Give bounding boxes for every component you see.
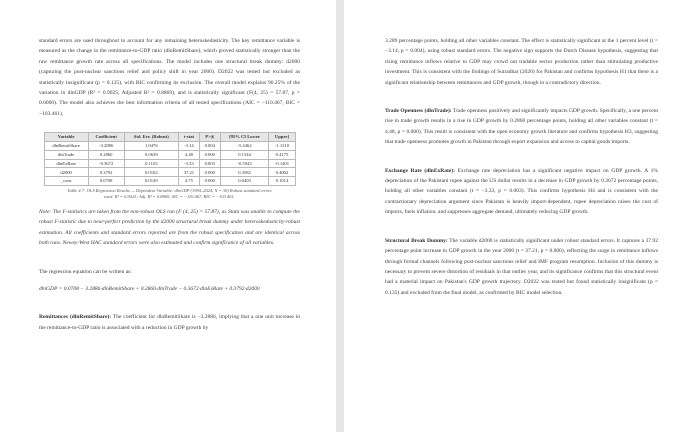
right-page (344, 0, 680, 432)
table-row (44, 142, 295, 151)
table-cell: 0.0403 (220, 177, 269, 186)
table-cell: 0.4175 (269, 150, 295, 159)
remittances-continued-paragraph: 3.289 percentage points, holding all other variables constant. The effect is statistically significant at the 1 percent level (t = −3.14, p = 0.004), using robust standard errors. The negative sign supports the Dutch Disease hypothesis, suggesting that rising remittance inflows relative to GDP may crowd out tradable sector production rather than stimulating productive investment. This is consistent with the findings of Sutradhar (2020) for Pakistan and confirms hypothesis H1 that there is a significant relationship between remittances and GDP growth, though in a contradictory direction. (385, 38, 658, 86)
table-cell: 0.003 (199, 159, 220, 168)
table-cell: -0.3672 (88, 159, 124, 168)
table-cell: -3.14 (179, 142, 200, 151)
table-cell: 37.21 (179, 168, 200, 177)
table-note (39, 207, 300, 249)
method-paragraph: standard errors are used throughout to account for any remaining heteroskedasticity. The key remittance variable is measured as the change in the remittance-to-GDP ratio (dlnRemitShare), which proved statistically stronger than the raw remittance growth rate across all specifications. The model includes one structural break dummy: d2000 (capturing the post-nuclear sanctions relief and policy shift in year 2000). D2022 was tested but excluded as statistically insignificant (p = 0.135), with BIC confirming its exclusion. The overall model explains 90.25% of the variation in dlnGDP (R² = 0.9025; Adjusted R² = 0.8869), and is statistically significant (F(4, 25) = 57.87, p = 0.0000). The model also achieves the best information criteria of all tested specifications (AIC = −110.467, BIC = −103.461). (39, 38, 300, 117)
exchange-rate-text: Exchange rate depreciation has a significant negative impact on GDP growth. A 1% depreciation of the Pakistani rupee against the US dollar results in a decrease in GDP growth by 0.3672 percentage points, holding all other variables constant (t = −3.33, p = 0.003). This confirms hypothesis H4 and is consistent with the contractionary depreciation argument since Pakistan is heavily import-dependent, rupee depreciation raises the cost of imports, fuels inflation, and suppresses aggregate demand, ultimately reducing GDP growth. (385, 167, 658, 216)
table-header-cell: t-stat (179, 133, 200, 142)
table-cell: d2000 (44, 168, 88, 177)
table-row (44, 168, 295, 177)
table-caption-line: Table 4.7: OLS Regression Results — Dependent Variable: dlnGDP (1994–2024, N = 30) Robust standard errors (67, 187, 272, 193)
table-cell: 0.3792 (88, 168, 124, 177)
table-cell: 1.0476 (124, 142, 178, 151)
table-cell: 0.000 (199, 168, 220, 177)
table-cell: 0.2860 (88, 150, 124, 159)
table-cell: dlnRemitShare (44, 142, 88, 151)
table-row (44, 159, 295, 168)
table-cell: 0.4002 (269, 168, 295, 177)
table-cell: dlnExRate (44, 159, 88, 168)
note-paragraph: Note: The F-statistics are taken from the non-robust OLS run (F (4, 25) = 57.87), as Stata was unable to compute the robust F-statistic due to near-perfect prediction by the d2000 structural break dummy under heteroskedasticity-robust estimation. All coefficients and standard errors reported are from the robust specification and are identical across both runs. Newey-West HAC standard errors were also estimated and confirm significance of all variables. (39, 208, 300, 247)
table-cell: 0.1103 (124, 159, 178, 168)
remittances-text: The coefficient for dlnRemitShare is −3.2886, implying that a one unit increase in the remittance-to-GDP ratio is associated with a reduction in GDP growth by (39, 314, 300, 331)
table-caption (39, 188, 300, 200)
remittances-paragraph (39, 312, 300, 333)
table-header-cell: Std. Err. (Robust) (124, 133, 178, 142)
exchange-rate-paragraph (385, 166, 658, 218)
table-cell: 0.1544 (220, 150, 269, 159)
table-cell: 0.004 (199, 142, 220, 151)
table-cell: -5.4462 (220, 142, 269, 151)
table-cell: 0.0149 (124, 177, 178, 186)
remittances-heading: Remittances (dlnRemitShare): (39, 314, 112, 321)
page-gutter (336, 0, 344, 432)
table-cell: 4.48 (179, 150, 200, 159)
table-caption-line: used. R² = 0.9025; Adj. R² = 0.8869, AIC = −110.467, BIC = −103.461. (104, 193, 235, 199)
table-header-cell: Variable (44, 133, 88, 142)
table-cell: _cons (44, 177, 88, 186)
table-header-row (44, 133, 295, 142)
table-cell: 0.000 (199, 177, 220, 186)
table-cell: dlnTrade (44, 150, 88, 159)
table-cell: 0.3582 (220, 168, 269, 177)
exchange-rate-heading: Exchange Rate (dlnExRate): (385, 167, 455, 174)
trade-text: Trade openness positively and significantly impacts GDP growth. Specifically, a one percent rise in trade growth results in a rise in GDP growth by 0.2860 percentage points, holding all other variables constant (t = 4.48, p = 0.000). This result is consistent with the open economy growth literature and confirms hypothesis H3, suggesting that trade openness promotes growth in Pakistan through export expansion and access to capital goods imports. (385, 108, 658, 146)
table-header-cell: [95% CI Lower (220, 133, 269, 142)
left-page (0, 0, 336, 432)
table-header-cell: P>|t| (199, 133, 220, 142)
structural-break-text: The variable d2000 is statistically significant under robust standard errors. It captures a 37.92 percentage point increase in GDP growth in the year 2000 (t = 37.21, p = 0.000), reflecting the surge in remittance inflows through formal channels following post-nuclear sanctions relief and IMF program resumption. Inclusion of this dummy is necessary to prevent severe distortion of residuals in that outlier year, and its significance confirms that this structural event had a material impact on Pakistan's GDP growth trajectory. D2022 was tested but found statistically insignificant (p = 0.135) and excluded from the final model, as confirmed by BIC model selection. (385, 237, 658, 296)
table-cell: -3.33 (179, 159, 200, 168)
table-cell: 0.0102 (124, 168, 178, 177)
table-row (44, 150, 295, 159)
trade-paragraph (385, 106, 658, 148)
regression-table (44, 132, 296, 186)
table-row (44, 177, 295, 186)
regression-equation: dlnGDP = 0.0708 − 3.2886·dlnRemitShare + 0.2860·dlnTrade − 0.3672·dlnExRate + 0.3792·d2000 (39, 285, 260, 292)
table-cell: -0.5943 (220, 159, 269, 168)
structural-break-paragraph (385, 236, 658, 298)
table-cell: 4.75 (179, 177, 200, 186)
table-header-cell: Coefficient (88, 133, 124, 142)
structural-break-heading: Structural Break Dummy: (385, 237, 448, 244)
table-cell: 0.1014 (269, 177, 295, 186)
table-cell: 0.0639 (124, 150, 178, 159)
table-header-cell: Upper] (269, 133, 295, 142)
table-cell: 0.0708 (88, 177, 124, 186)
equation-intro: The regression equation can be written as: (39, 268, 132, 275)
table-cell: -0.1401 (269, 159, 295, 168)
trade-heading: Trade Openness (dlnTrade): (385, 108, 452, 115)
table-cell: 0.000 (199, 150, 220, 159)
table-cell: -1.1310 (269, 142, 295, 151)
table-cell: -3.2886 (88, 142, 124, 151)
